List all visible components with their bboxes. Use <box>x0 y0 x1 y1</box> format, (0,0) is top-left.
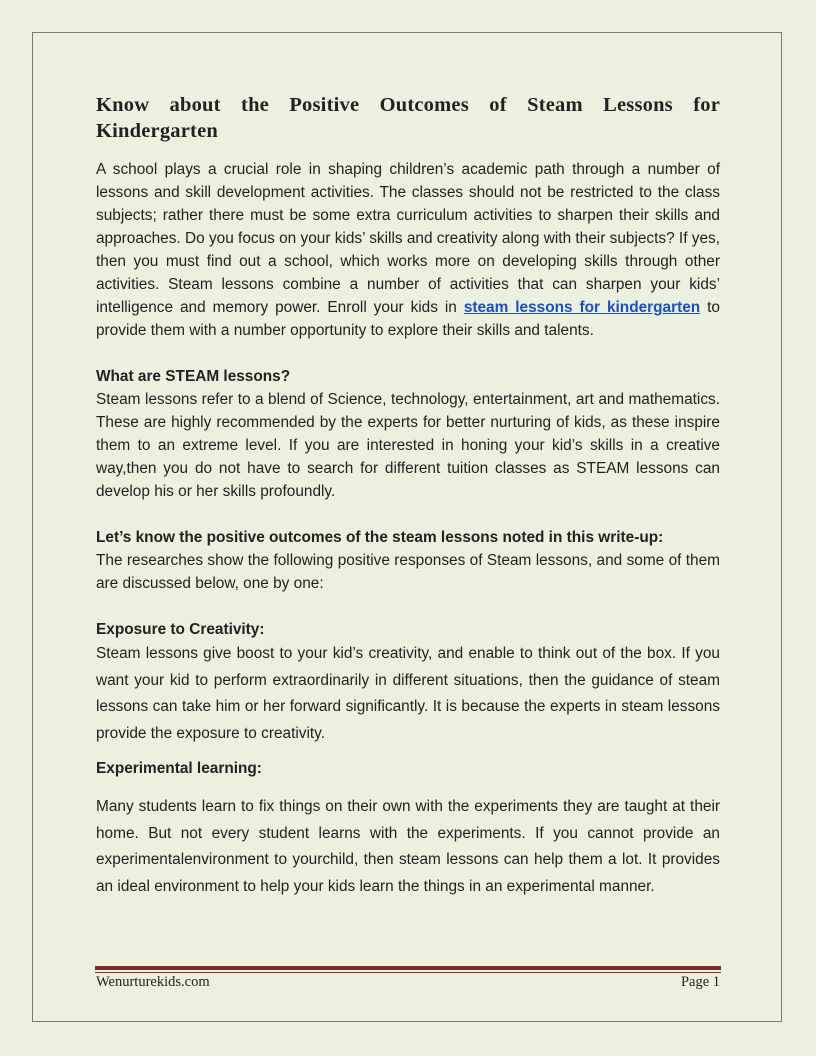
footer-page-number: Page 1 <box>680 974 720 990</box>
intro-text-after-link: to provide them with a number opportunity to explore their skills and talents. <box>96 299 720 339</box>
positive-outcomes-paragraph: The researches show the following positive responses of Steam lessons, and some of them are discussed below, one by one: <box>96 552 720 592</box>
intro-paragraph <box>96 158 720 342</box>
creativity-heading: Exposure to Creativity: <box>96 621 265 638</box>
experimental-learning-paragraph: Many students learn to fix things on their own with the experiments they are taught at their home. But not every student learns with the experiments. If you cannot provide an experimentalenvironment to yourchild, then steam lessons can help them a lot. It provides an ideal environment to help your kids learn the things in an experimental manner. <box>96 798 720 895</box>
page-title: Know about the Positive Outcomes of Steam Lessons for Kindergarten <box>96 94 720 142</box>
creativity-paragraph: Steam lessons give boost to your kid’s creativity, and enable to think out of the box. If you want your kid to perform extraordinarily in different situations, then the guidance of steam lessons can take him or her forward significantly. It is because the experts in steam lessons provide the exposure to creativity. <box>96 645 720 742</box>
footer-divider <box>95 966 721 973</box>
what-are-steam-heading: What are STEAM lessons? <box>96 368 291 385</box>
experimental-learning-heading: Experimental learning: <box>96 760 262 777</box>
what-are-steam-paragraph: Steam lessons refer to a blend of Science, technology, entertainment, art and mathematics. These are highly recommended by the experts for better nurturing of kids, as these inspire them to an extreme level. If you are interested in honing your kid’s skills in a creative way,then you do not have to search for different tuition classes as STEAM lessons can develop his or her skills profoundly. <box>96 391 720 500</box>
intro-text-before-link: A school plays a crucial role in shaping children’s academic path through a number of lessons and skill development activities. The classes should not be restricted to the class subjects; rather there must be some extra curriculum activities to sharpen their skills and approaches. Do you focus on your kids’ skills and creativity along with their subjects? If yes, then you must find out a school, which works more on developing skills through other activities. Steam lessons combine a number of activities that can sharpen your kids’ intelligence and memory power. Enroll your kids in <box>96 161 720 316</box>
steam-lessons-link[interactable]: steam lessons for kindergarten <box>463 299 701 316</box>
document-body <box>96 92 720 900</box>
footer-site-name: Wenurturekids.com <box>96 974 210 990</box>
positive-outcomes-heading: Let’s know the positive outcomes of the steam lessons noted in this write-up: <box>96 529 664 546</box>
